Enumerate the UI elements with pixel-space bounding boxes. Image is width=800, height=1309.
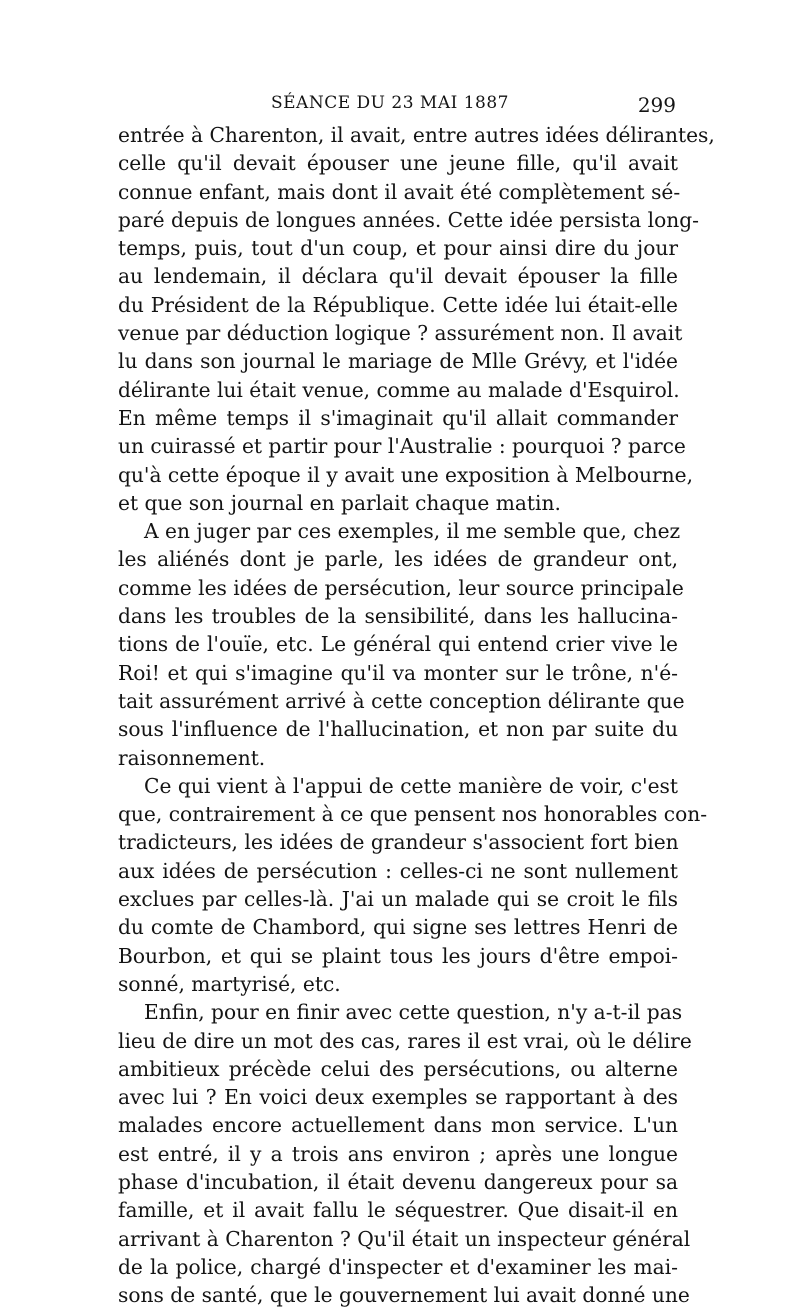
text-line: Bourbon, et qui se plaint tous les jours d'être empoi- [118, 943, 678, 968]
text-line: sous l'influence de l'hallucination, et non par suite du [118, 717, 678, 742]
text-line: A en juger par ces exemples, il me semble que, chez [144, 519, 681, 544]
text-line: sons de santé, que le gouvernement lui avait donné une [118, 1283, 690, 1308]
text-line: Enfin, pour en finir avec cette question, n'y a-t-il pas [144, 1000, 683, 1025]
text-line: au lendemain, il déclara qu'il devait épouser la fille [118, 264, 678, 289]
text-line: famille, et il avait fallu le séquestrer. Que disait-il en [118, 1198, 678, 1223]
text-line: du Président de la République. Cette idée lui était-elle [118, 292, 678, 317]
text-line: tait assurément arrivé à cette conception délirante que [118, 688, 685, 713]
text-line: connue enfant, mais dont il avait été complètement sé- [118, 179, 681, 204]
text-line: temps, puis, tout d'un coup, et pour ainsi dire du jour [118, 236, 678, 261]
text-line: celle qu'il devait épouser une jeune fille, qu'il avait [118, 151, 678, 176]
text-line: un cuirassé et partir pour l'Australie : pourquoi ? parce [118, 434, 686, 459]
text-line: arrivant à Charenton ? Qu'il était un inspecteur général [118, 1226, 691, 1251]
text-line: qu'à cette époque il y avait une exposition à Melbourne, [118, 462, 694, 487]
text-line: malades encore actuellement dans mon service. L'un [118, 1113, 678, 1138]
text-line: lu dans son journal le mariage de Mlle Grévy, et l'idée [118, 349, 678, 374]
text-line: entrée à Charenton, il avait, entre autres idées délirantes, [118, 123, 715, 147]
text-line: raisonnement. [118, 745, 266, 770]
text-line: avec lui ? En voici deux exemples se rapportant à des [118, 1085, 678, 1110]
running-head [120, 93, 676, 115]
page-number: 299 [637, 93, 676, 117]
text-line: sonné, martyrisé, etc. [118, 971, 341, 996]
text-line: comme les idées de persécution, leur source principale [118, 575, 684, 600]
text-line: tions de l'ouïe, etc. Le général qui entend crier vive le [118, 632, 678, 657]
text-line: du comte de Chambord, qui signe ses lettres Henri de [118, 915, 678, 940]
text-line: tradicteurs, les idées de grandeur s'associent fort bien [118, 830, 679, 855]
running-head-title: SÉANCE DU 23 MAI 1887 [271, 93, 509, 113]
text-line: ambitieux précède celui des persécutions, ou alterne [118, 1056, 678, 1081]
text-line: que, contrairement à ce que pensent nos honorables con- [118, 802, 708, 827]
text-line: est entré, il y a trois ans environ ; après une longue [118, 1141, 678, 1166]
text-line: Roi! et qui s'imagine qu'il va monter sur le trône, n'é- [118, 660, 678, 685]
text-line: paré depuis de longues années. Cette idée persista long- [118, 207, 699, 232]
text-line: Ce qui vient à l'appui de cette manière de voir, c'est [144, 773, 678, 798]
text-line: et que son journal en parlait chaque matin. [118, 490, 561, 515]
text-line: délirante lui était venue, comme au malade d'Esquirol. [118, 377, 680, 402]
text-line: dans les troubles de la sensibilité, dans les hallucina- [118, 604, 678, 629]
text-line: En même temps il s'imaginait qu'il allait commander [118, 405, 678, 430]
text-line: les aliénés dont je parle, les idées de grandeur ont, [118, 547, 678, 572]
text-line: venue par déduction logique ? assurément non. Il avait [118, 321, 683, 346]
text-line: aux idées de persécution : celles-ci ne sont nullement [118, 858, 678, 883]
text-line: de la police, chargé d'inspecter et d'examiner les mai- [118, 1254, 678, 1279]
text-line: exclues par celles-là. J'ai un malade qui se croit le fils [118, 887, 678, 912]
text-line: phase d'incubation, il était devenu dangereux pour sa [118, 1169, 678, 1194]
body-text [118, 121, 715, 1309]
text-line: lieu de dire un mot des cas, rares il est vrai, où le délire [118, 1028, 692, 1053]
